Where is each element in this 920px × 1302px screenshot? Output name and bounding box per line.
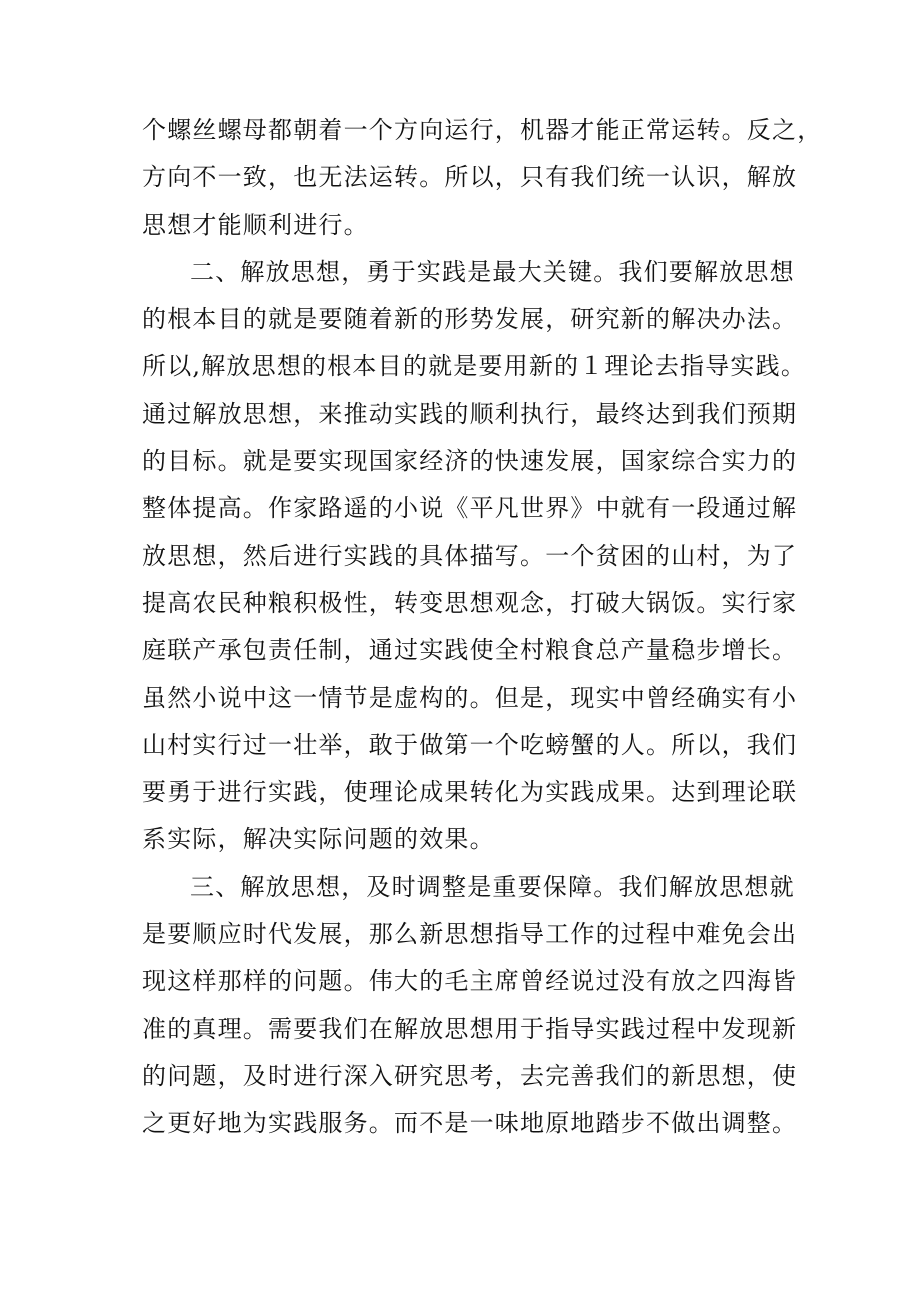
text-line: 的问题，及时进行深入研究思考，去完善我们的新思想，使 [142, 1061, 798, 1090]
text-line: 是要顺应时代发展，那么新思想指导工作的过程中难免会出 [142, 920, 798, 949]
text-line: 的目标。就是要实现国家经济的快速发展，国家综合实力的 [142, 447, 798, 476]
text-line: 虽然小说中这一情节是虚构的。但是，现实中曾经确实有小 [142, 683, 798, 712]
text-line: 要勇于进行实践，使理论成果转化为实践成果。达到理论联 [142, 778, 798, 807]
text-line: 方向不一致，也无法运转。所以，只有我们统一认识，解放 [142, 163, 798, 192]
text-line: 山村实行过一壮举，敢于做第一个吃螃蟹的人。所以，我们 [142, 730, 798, 759]
text-line: 整体提高。作家路遥的小说《平凡世界》中就有一段通过解 [142, 494, 798, 523]
section-heading-line: 二、解放思想，勇于实践是最大关键。我们要解放思想 [190, 257, 795, 286]
text-line: 准的真理。需要我们在解放思想用于指导实践过程中发现新 [142, 1014, 798, 1043]
text-line: 提高农民种粮积极性，转变思想观念，打破大锅饭。实行家 [142, 588, 798, 617]
text-line: 之更好地为实践服务。而不是一味地原地踏步不做出调整。 [142, 1109, 798, 1138]
text-line: 个螺丝螺母都朝着一个方向运行，机器才能正常运转。反之， [142, 116, 823, 144]
text-line: 系实际，解决实际问题的效果。 [142, 825, 495, 854]
section-heading-line: 三、解放思想，及时调整是重要保障。我们解放思想就 [190, 872, 795, 901]
body-text [142, 107, 823, 1148]
text-line: 思想才能顺利进行。 [142, 210, 369, 239]
text-line: 放思想，然后进行实践的具体描写。一个贫困的山村，为了 [142, 541, 798, 570]
text-line: 现这样那样的问题。伟大的毛主席曾经说过没有放之四海皆 [142, 967, 798, 996]
text-line: 通过解放思想，来推动实践的顺利执行，最终达到我们预期 [142, 399, 798, 428]
text-line: 所以,解放思想的根本目的就是要用新的１理论去指导实践。 [142, 352, 807, 381]
text-line: 的根本目的就是要随着新的形势发展，研究新的解决办法。 [142, 305, 798, 334]
text-line: 庭联产承包责任制，通过实践使全村粮食总产量稳步增长。 [142, 636, 798, 665]
